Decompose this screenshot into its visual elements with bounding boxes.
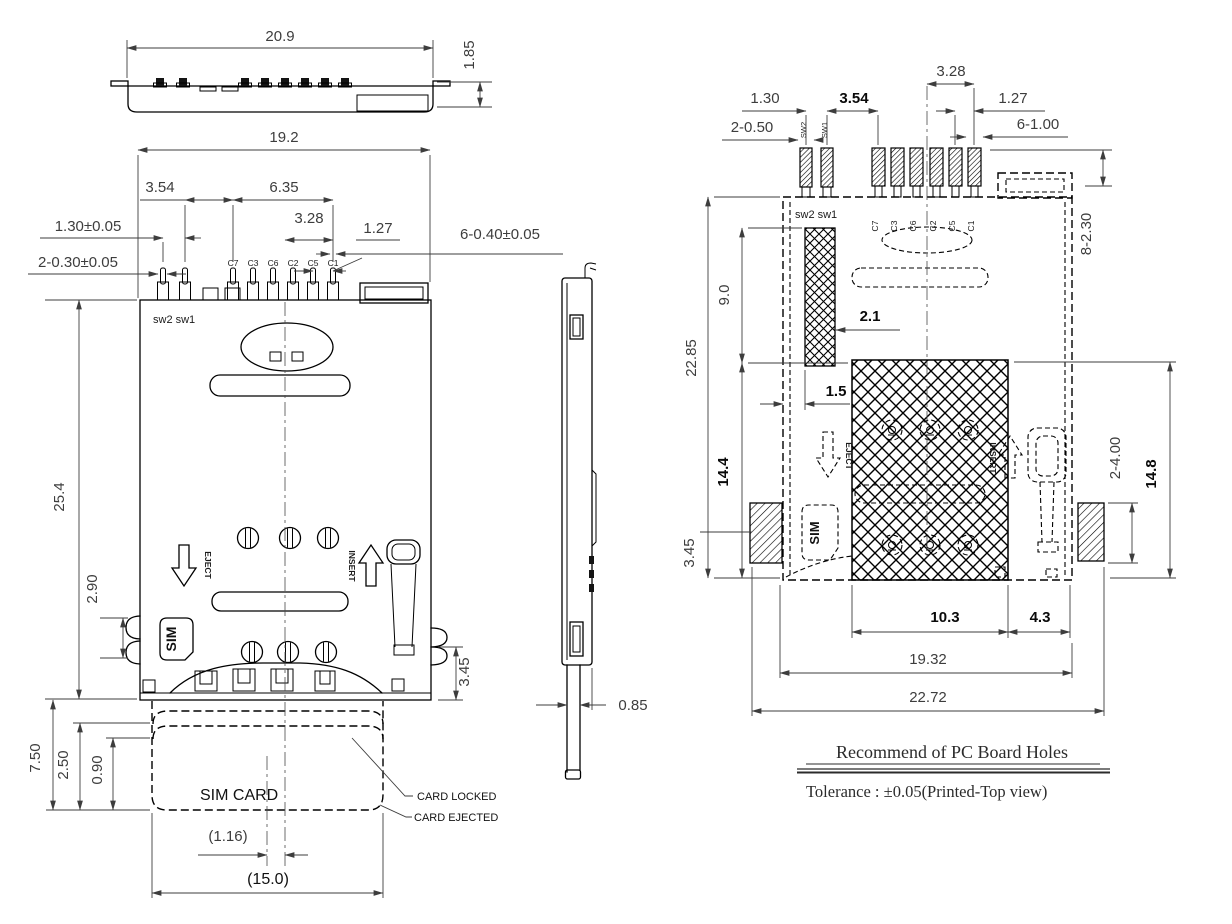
pcb-contact-pads — [872, 148, 981, 197]
pcb-pin-c7: C7 — [870, 220, 880, 232]
pcb-dim-sw-to-c: 3.54 — [839, 90, 869, 107]
pcb-dim-height: 22.85 — [683, 339, 700, 377]
pcb-keepout-bar — [805, 228, 835, 366]
pcb-eject-arrow-dashed — [816, 432, 840, 477]
pcb-dim-lower: 14.4 — [715, 457, 732, 487]
pin-label-c6: C6 — [267, 258, 279, 268]
pcb-dim-sw-holes: 2-0.50 — [730, 119, 774, 136]
dim-front-sw-width: 2-0.30±0.05 — [38, 254, 118, 271]
pcb-sw2-pad-label: SW2 — [799, 121, 808, 139]
front-slot-upper — [210, 375, 350, 396]
pin-label-c1: C1 — [327, 258, 339, 268]
side-body — [562, 263, 596, 779]
eject-arrow — [172, 545, 196, 586]
pcb-dim-sw-pitch: 1.30 — [750, 90, 780, 107]
pcb-dim-c-holes: 6-1.00 — [1016, 116, 1060, 133]
front-oval-opening — [241, 323, 333, 371]
dim-card-extend: 7.50 — [27, 743, 44, 773]
dim-side-foot: 0.85 — [618, 697, 648, 714]
pcb-dim-bar-width: 2.1 — [859, 308, 881, 325]
eject-label: EJECT — [203, 551, 213, 579]
side-view — [536, 263, 648, 779]
dim-front-c-pitch: 1.27 — [363, 220, 393, 237]
pcb-sim-label: SIM — [807, 521, 822, 545]
pcb-sw1-pad-label: SW1 — [820, 121, 829, 139]
side-dimensions — [536, 668, 648, 714]
pcb-side-pad-left — [750, 503, 782, 563]
dim-top-width: 20.9 — [265, 28, 295, 45]
pcb-dim-upper: 9.0 — [716, 284, 733, 306]
dim-front-tab-right: 3.45 — [456, 657, 473, 687]
front-pin-labels — [228, 258, 339, 268]
front-pins — [158, 268, 339, 300]
pcb-pin-c5: C5 — [947, 220, 957, 232]
pcb-switch-labels: sw2 sw1 — [795, 209, 838, 221]
pcb-corner-box — [998, 173, 1072, 198]
pcb-dim-hatch-right: 4.3 — [1029, 609, 1051, 626]
dim-front-c-width: 6-0.40±0.05 — [460, 226, 540, 243]
dim-card-step: 0.90 — [89, 755, 106, 785]
front-switch-labels: sw2 sw1 — [153, 314, 196, 326]
insert-label: INSERT — [347, 550, 357, 582]
pin-label-c5: C5 — [307, 258, 319, 268]
sim-badge-label: SIM — [163, 626, 179, 652]
dim-top-height: 1.85 — [461, 40, 478, 70]
top-profile-dimensions — [127, 28, 492, 107]
pin-label-c2: C2 — [287, 258, 299, 268]
dim-front-tab-left: 2.90 — [84, 574, 101, 604]
pcb-dim-right-height: 14.8 — [1143, 459, 1160, 489]
callout-card-ejected: CARD EJECTED — [414, 812, 499, 824]
pcb-pin-c1: C1 — [966, 220, 976, 232]
pcb-title: Recommend of PC Board Holes — [836, 742, 1068, 762]
dim-card-locked: 2.50 — [55, 750, 72, 780]
pcb-insert-label: INSERT — [988, 442, 998, 474]
pcb-tolerance-note: Tolerance : ±0.05(Printed-Top view) — [806, 782, 1048, 801]
pcb-pin-c2: C2 — [928, 220, 938, 232]
pcb-pin-labels — [870, 220, 976, 231]
callout-card-locked: CARD LOCKED — [417, 791, 497, 803]
pcb-dim-bar-gap: 1.5 — [825, 383, 847, 400]
pcb-side-pad-right — [1078, 503, 1104, 561]
pcb-dim-total-width: 22.72 — [909, 689, 947, 706]
dim-front-sw-pitch: 1.30±0.05 — [54, 218, 122, 235]
dim-front-c-span: 6.35 — [269, 179, 299, 196]
pcb-dim-hatch-width: 10.3 — [930, 609, 960, 626]
pcb-keepout-area — [852, 360, 1008, 580]
pcb-dim-body-width: 19.32 — [909, 651, 947, 668]
pcb-pin-c6: C6 — [908, 220, 918, 232]
dim-card-width: (15.0) — [247, 871, 289, 888]
front-ejector-lever — [387, 540, 420, 655]
pcb-view — [681, 63, 1176, 716]
dim-card-offset: (1.16) — [208, 828, 248, 845]
pcb-eject-label: EJECT — [844, 442, 854, 470]
front-slot-lower — [212, 592, 348, 611]
top-profile-view — [111, 28, 492, 112]
front-right-tabs — [431, 628, 447, 665]
pin-label-c3: C3 — [247, 258, 259, 268]
pcb-slot-upper-dashed — [852, 268, 988, 287]
pin-label-c7: C7 — [227, 258, 239, 268]
dim-front-sw-to-c: 3.54 — [145, 179, 175, 196]
top-profile-body — [111, 78, 450, 112]
title-block — [797, 742, 1110, 801]
pcb-dim-bottom: 3.45 — [681, 538, 698, 568]
dim-front-center-c1: 3.28 — [294, 210, 324, 227]
pcb-dim-pad-height: 8-2.30 — [1078, 212, 1095, 256]
front-contacts — [238, 528, 339, 663]
sim-card-label: SIM CARD — [200, 787, 279, 804]
dim-front-width: 19.2 — [269, 129, 299, 146]
front-left-tabs — [126, 616, 140, 664]
front-arch-contacts — [143, 669, 404, 692]
pcb-dim-side-pads: 2-4.00 — [1107, 436, 1124, 480]
pcb-switch-pads — [800, 148, 833, 197]
pcb-card-mouth-dashed — [786, 556, 852, 577]
pcb-pin-c3: C3 — [889, 220, 899, 232]
pcb-ejector-dashed — [1028, 428, 1066, 552]
pcb-dim-center-c1: 3.28 — [936, 63, 966, 80]
insert-arrow — [359, 545, 383, 586]
front-view — [27, 129, 563, 898]
front-dimensions — [27, 129, 563, 898]
dim-front-height: 25.4 — [51, 482, 68, 512]
pcb-dim-c-pitch: 1.27 — [998, 90, 1028, 107]
